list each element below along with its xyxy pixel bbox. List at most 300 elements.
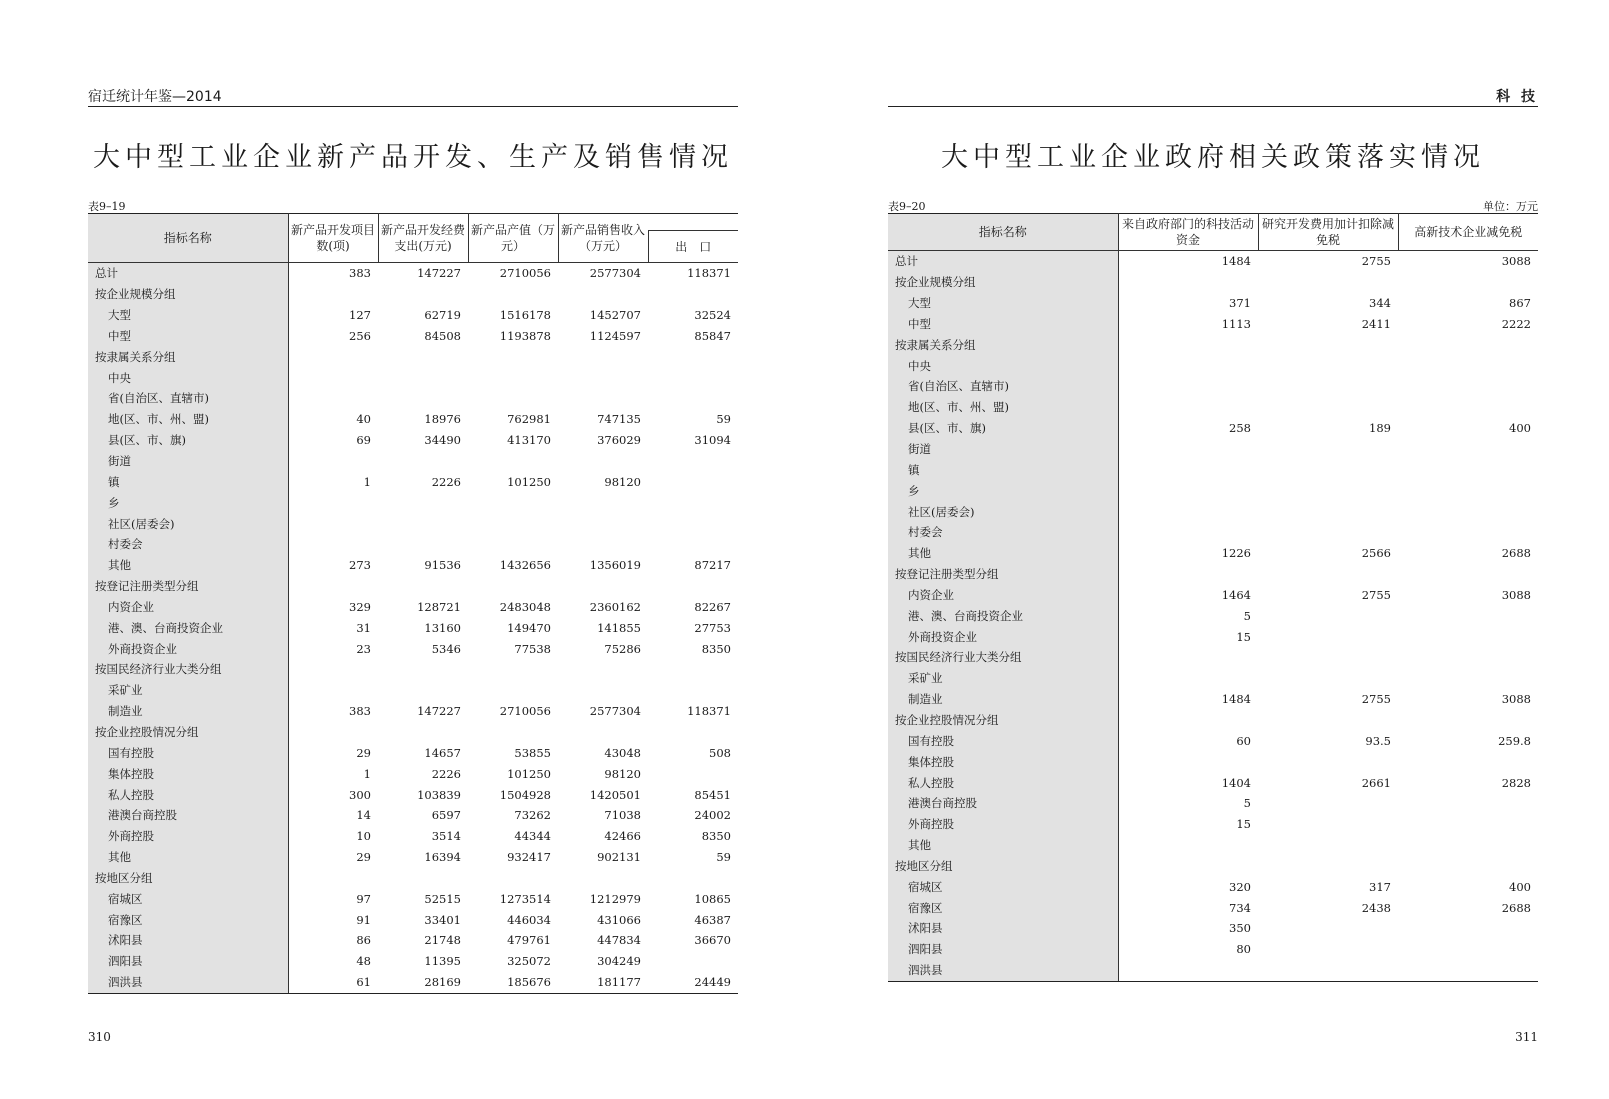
cell-value: 344 — [1369, 296, 1391, 311]
table-row — [888, 730, 1538, 751]
row-label: 中央 — [88, 367, 288, 388]
cell-value — [1398, 918, 1538, 939]
cell-value — [1398, 855, 1538, 876]
cell-value — [1398, 814, 1538, 835]
table-row — [88, 305, 738, 326]
table-row — [888, 543, 1538, 564]
cell-value: 84508 — [424, 328, 461, 343]
cell-value — [1118, 710, 1258, 731]
row-label: 村委会 — [88, 534, 288, 555]
table-row — [88, 430, 738, 451]
table-row — [88, 471, 738, 492]
cell-value — [1398, 939, 1538, 960]
cell-value: 304249 — [597, 954, 641, 969]
cell-value — [378, 346, 468, 367]
cell-value: 24449 — [648, 972, 738, 993]
cell-value: 91536 — [424, 558, 461, 573]
cell-value — [648, 284, 738, 305]
table-row — [888, 626, 1538, 647]
cell-value: 400 — [1509, 421, 1531, 436]
cell-value: 1484 — [1221, 254, 1251, 269]
cell-value: 46387 — [694, 912, 731, 927]
header-dev-expense: 新产品开发经费支出(万元) — [378, 214, 468, 263]
cell-value — [1398, 355, 1538, 376]
cell-value: 33401 — [424, 912, 461, 927]
row-label: 街道 — [88, 451, 288, 472]
cell-value — [558, 659, 648, 680]
cell-value: 28169 — [378, 972, 468, 993]
cell-value: 27753 — [694, 620, 731, 635]
row-label: 省(自治区、直辖市) — [888, 376, 1118, 397]
cell-value: 1504928 — [499, 787, 551, 802]
cell-value — [1398, 459, 1538, 480]
cell-value: 273 — [349, 558, 371, 573]
unit-label: 单位：万元 — [1483, 200, 1538, 213]
cell-value: 2222 — [1501, 316, 1531, 331]
row-label: 其他 — [888, 835, 1118, 856]
row-label: 社区(居委会) — [88, 513, 288, 534]
cell-value: 2360162 — [589, 599, 641, 614]
cell-value — [1258, 939, 1398, 960]
row-label: 其他 — [888, 543, 1118, 564]
table-row — [888, 939, 1538, 960]
cell-value: 85451 — [694, 787, 731, 802]
row-label: 总计 — [88, 263, 288, 284]
header-indicator-name: 指标名称 — [888, 214, 1118, 251]
cell-value: 31094 — [694, 433, 731, 448]
cell-value: 2577304 — [589, 266, 641, 281]
cell-value — [1258, 439, 1398, 460]
cell-value — [648, 534, 738, 555]
cell-value — [378, 513, 468, 534]
cell-value: 53855 — [514, 745, 551, 760]
cell-value — [378, 388, 468, 409]
table-row — [88, 722, 738, 743]
cell-value: 350 — [1229, 921, 1251, 936]
cell-value — [1258, 751, 1398, 772]
cell-value: 16394 — [424, 850, 461, 865]
row-label: 宿豫区 — [888, 897, 1118, 918]
row-label: 沭阳县 — [88, 930, 288, 951]
row-label: 内资企业 — [888, 585, 1118, 606]
cell-value — [1398, 626, 1538, 647]
row-label: 采矿业 — [888, 668, 1118, 689]
cell-value: 5346 — [431, 641, 461, 656]
row-label: 乡 — [88, 492, 288, 513]
header-gov-funds: 来自政府部门的科技活动资金 — [1118, 214, 1258, 251]
table-number: 表9–20 — [888, 200, 926, 213]
row-label: 泗阳县 — [888, 939, 1118, 960]
cell-value: 11395 — [424, 954, 461, 969]
table-row — [888, 251, 1538, 272]
cell-value — [558, 492, 648, 513]
cell-value: 2483048 — [499, 599, 551, 614]
right-page — [888, 0, 1538, 1099]
cell-value: 24002 — [694, 808, 731, 823]
cell-value: 189 — [1369, 421, 1391, 436]
cell-value — [558, 867, 648, 888]
running-head: 宿迁统计年鉴—2014 — [88, 86, 738, 107]
cell-value — [468, 492, 558, 513]
cell-value: 147227 — [417, 704, 461, 719]
table-row — [888, 668, 1538, 689]
cell-value — [1258, 480, 1398, 501]
left-page — [88, 0, 738, 1099]
table-row — [88, 326, 738, 347]
cell-value: 256 — [349, 328, 371, 343]
row-label: 按隶属关系分组 — [888, 334, 1118, 355]
row-label: 镇 — [88, 471, 288, 492]
cell-value: 2755 — [1361, 692, 1391, 707]
row-label: 泗洪县 — [88, 972, 288, 993]
cell-value — [1258, 459, 1398, 480]
page-number: 311 — [1515, 1030, 1538, 1044]
table-row — [888, 459, 1538, 480]
cell-value: 2828 — [1501, 775, 1531, 790]
table-row — [88, 805, 738, 826]
cell-value: 8350 — [701, 829, 731, 844]
cell-value — [1118, 647, 1258, 668]
table-row — [88, 346, 738, 367]
cell-value — [378, 451, 468, 472]
row-label: 大型 — [88, 305, 288, 326]
row-label: 按企业控股情况分组 — [88, 722, 288, 743]
cell-value — [1398, 647, 1538, 668]
cell-value — [1398, 376, 1538, 397]
cell-value: 329 — [349, 599, 371, 614]
cell-value — [468, 680, 558, 701]
row-label: 采矿业 — [88, 680, 288, 701]
cell-value — [288, 680, 378, 701]
cell-value: 1432656 — [499, 558, 551, 573]
cell-value: 3088 — [1501, 692, 1531, 707]
row-label: 按国民经济行业大类分组 — [88, 659, 288, 680]
cell-value — [1118, 835, 1258, 856]
table-row — [88, 972, 738, 993]
row-label: 外商控股 — [88, 826, 288, 847]
cell-value — [378, 576, 468, 597]
row-label: 国有控股 — [888, 730, 1118, 751]
cell-value — [558, 680, 648, 701]
cell-value — [1118, 751, 1258, 772]
cell-value: 762981 — [507, 412, 551, 427]
table-row — [888, 376, 1538, 397]
row-label: 宿豫区 — [88, 909, 288, 930]
cell-value — [1398, 480, 1538, 501]
cell-value: 15 — [1236, 629, 1251, 644]
cell-value: 149470 — [507, 620, 551, 635]
cell-value — [1258, 522, 1398, 543]
table-row — [888, 585, 1538, 606]
table-row — [888, 397, 1538, 418]
cell-value: 118371 — [687, 266, 731, 281]
row-label: 地(区、市、州、盟) — [88, 409, 288, 430]
table-row — [888, 897, 1538, 918]
table-row — [888, 772, 1538, 793]
cell-value — [468, 534, 558, 555]
cell-value: 1484 — [1221, 692, 1251, 707]
cell-value — [1118, 564, 1258, 585]
cell-value — [468, 388, 558, 409]
cell-value — [468, 659, 558, 680]
cell-value: 325072 — [507, 954, 551, 969]
cell-value: 400 — [1509, 879, 1531, 894]
cell-value — [1118, 522, 1258, 543]
table-row — [888, 272, 1538, 293]
table-title: 大中型工业企业新产品开发、生产及销售情况 — [93, 142, 733, 173]
table-row — [888, 647, 1538, 668]
cell-value: 118371 — [687, 704, 731, 719]
cell-value — [558, 576, 648, 597]
table-row — [888, 439, 1538, 460]
cell-value: 5 — [1243, 608, 1251, 623]
table-row — [888, 293, 1538, 314]
cell-value: 21748 — [424, 933, 461, 948]
cell-value: 867 — [1509, 296, 1531, 311]
cell-value: 5 — [1243, 796, 1251, 811]
cell-value — [1258, 793, 1398, 814]
cell-value: 2411 — [1361, 316, 1391, 331]
cell-value — [1398, 522, 1538, 543]
table-row — [888, 876, 1538, 897]
table-row — [888, 480, 1538, 501]
table-row — [888, 501, 1538, 522]
row-label: 集体控股 — [888, 751, 1118, 772]
cell-value — [378, 722, 468, 743]
table-row — [88, 701, 738, 722]
cell-value: 59 — [716, 412, 731, 427]
table-row — [88, 513, 738, 534]
table-row — [888, 918, 1538, 939]
cell-value: 10865 — [694, 891, 731, 906]
row-label: 中型 — [888, 314, 1118, 335]
cell-value — [288, 722, 378, 743]
cell-value — [558, 388, 648, 409]
cell-value — [1258, 647, 1398, 668]
table-row — [888, 418, 1538, 439]
cell-value: 413170 — [507, 433, 551, 448]
table-row — [888, 835, 1538, 856]
header-output-value: 新产品产值（万元） — [468, 214, 558, 263]
cell-value: 1212979 — [589, 891, 641, 906]
header-export: 出 口 — [648, 231, 738, 263]
cell-value — [1258, 918, 1398, 939]
row-label: 镇 — [888, 459, 1118, 480]
cell-value: 2577304 — [589, 704, 641, 719]
cell-value: 101250 — [507, 766, 551, 781]
cell-value: 2226 — [431, 766, 461, 781]
cell-value: 2438 — [1361, 900, 1391, 915]
cell-value: 2661 — [1361, 775, 1391, 790]
table-row — [888, 855, 1538, 876]
row-label: 私人控股 — [88, 784, 288, 805]
cell-value — [1118, 334, 1258, 355]
cell-value: 258 — [1229, 421, 1251, 436]
cell-value: 6597 — [431, 808, 461, 823]
cell-value — [648, 346, 738, 367]
cell-value — [468, 722, 558, 743]
cell-value: 60 — [1236, 733, 1251, 748]
row-label: 私人控股 — [888, 772, 1118, 793]
cell-value — [648, 951, 738, 972]
cell-value: 14 — [356, 808, 371, 823]
cell-value — [1258, 501, 1398, 522]
cell-value — [1398, 439, 1538, 460]
cell-value: 747135 — [597, 412, 641, 427]
cell-value: 1452707 — [589, 308, 641, 323]
cell-value: 2688 — [1501, 546, 1531, 561]
row-label: 宿城区 — [888, 876, 1118, 897]
table-row — [88, 930, 738, 951]
cell-value — [1258, 397, 1398, 418]
cell-value — [468, 346, 558, 367]
cell-value: 376029 — [597, 433, 641, 448]
cell-value: 29 — [356, 745, 371, 760]
cell-value: 259.8 — [1498, 733, 1531, 748]
cell-value: 32524 — [694, 308, 731, 323]
cell-value: 932417 — [507, 850, 551, 865]
cell-value: 36670 — [694, 933, 731, 948]
cell-value — [378, 284, 468, 305]
cell-value: 73262 — [514, 808, 551, 823]
cell-value: 383 — [349, 266, 371, 281]
cell-value: 91 — [356, 912, 371, 927]
row-label: 外商控股 — [888, 814, 1118, 835]
table-row — [88, 597, 738, 618]
cell-value — [1118, 480, 1258, 501]
row-label: 省(自治区、直辖市) — [88, 388, 288, 409]
cell-value: 431066 — [597, 912, 641, 927]
row-label: 大型 — [888, 293, 1118, 314]
table-row — [88, 534, 738, 555]
row-label: 外商投资企业 — [888, 626, 1118, 647]
cell-value: 29 — [356, 850, 371, 865]
row-label: 集体控股 — [88, 763, 288, 784]
cell-value: 1356019 — [589, 558, 641, 573]
cell-value: 2755 — [1361, 587, 1391, 602]
table-row — [88, 847, 738, 868]
cell-value: 141855 — [597, 620, 641, 635]
cell-value — [1258, 960, 1398, 981]
cell-value: 1404 — [1221, 775, 1251, 790]
cell-value: 77538 — [514, 641, 551, 656]
table-row — [88, 284, 738, 305]
cell-value — [1258, 376, 1398, 397]
cell-value — [1258, 626, 1398, 647]
row-label: 县(区、市、旗) — [88, 430, 288, 451]
row-label: 制造业 — [88, 701, 288, 722]
table-row — [88, 742, 738, 763]
cell-value: 508 — [709, 745, 731, 760]
cell-value — [378, 680, 468, 701]
cell-value — [378, 492, 468, 513]
row-label: 按地区分组 — [888, 855, 1118, 876]
table-row — [888, 751, 1538, 772]
cell-value: 1420501 — [589, 787, 641, 802]
table-row — [888, 564, 1538, 585]
cell-value: 1 — [363, 474, 371, 489]
row-label: 港澳台商控股 — [888, 793, 1118, 814]
row-label: 中型 — [88, 326, 288, 347]
cell-value — [558, 367, 648, 388]
cell-value: 23 — [356, 641, 371, 656]
row-label: 地(区、市、州、盟) — [888, 397, 1118, 418]
row-label: 宿城区 — [88, 888, 288, 909]
cell-value — [288, 284, 378, 305]
cell-value: 62719 — [424, 308, 461, 323]
cell-value — [1118, 855, 1258, 876]
policy-table — [888, 213, 1538, 982]
cell-value: 127 — [349, 308, 371, 323]
cell-value: 101250 — [507, 474, 551, 489]
cell-value: 1 — [363, 766, 371, 781]
cell-value: 69 — [356, 433, 371, 448]
cell-value — [1118, 960, 1258, 981]
row-label: 街道 — [888, 439, 1118, 460]
cell-value — [1258, 855, 1398, 876]
cell-value — [1398, 334, 1538, 355]
cell-value — [1258, 334, 1398, 355]
cell-value: 3514 — [431, 829, 461, 844]
cell-value: 1464 — [1221, 587, 1251, 602]
cell-value: 734 — [1229, 900, 1251, 915]
cell-value: 98120 — [604, 766, 641, 781]
header-sales-revenue: 新产品销售收入（万元） — [558, 214, 648, 263]
cell-value — [648, 763, 738, 784]
table-row — [888, 334, 1538, 355]
cell-value — [288, 867, 378, 888]
table-row — [88, 617, 738, 638]
cell-value: 1226 — [1221, 546, 1251, 561]
row-label: 按企业规模分组 — [88, 284, 288, 305]
cell-value: 181177 — [558, 972, 648, 993]
cell-value: 2755 — [1361, 254, 1391, 269]
cell-value: 147227 — [417, 266, 461, 281]
table-row — [88, 909, 738, 930]
cell-value — [1398, 501, 1538, 522]
running-head: 科 技 — [888, 86, 1538, 107]
cell-value: 93.5 — [1365, 733, 1391, 748]
header-indicator-name: 指标名称 — [88, 214, 288, 263]
row-label: 外商投资企业 — [88, 638, 288, 659]
cell-value: 43048 — [604, 745, 641, 760]
cell-value — [648, 388, 738, 409]
cell-value — [558, 346, 648, 367]
row-label: 制造业 — [888, 689, 1118, 710]
table-row — [888, 522, 1538, 543]
cell-value — [1258, 668, 1398, 689]
cell-value: 128721 — [417, 599, 461, 614]
cell-value — [1118, 355, 1258, 376]
cell-value — [1398, 397, 1538, 418]
cell-value: 2688 — [1501, 900, 1531, 915]
cell-value — [1118, 439, 1258, 460]
table-row — [88, 951, 738, 972]
cell-value: 447834 — [597, 933, 641, 948]
cell-value — [378, 534, 468, 555]
header-project-count: 新产品开发项目数(项) — [288, 214, 378, 263]
row-label: 港、澳、台商投资企业 — [88, 617, 288, 638]
cell-value — [1118, 272, 1258, 293]
cell-value: 3088 — [1501, 587, 1531, 602]
cell-value: 86 — [356, 933, 371, 948]
cell-value — [468, 576, 558, 597]
table-row — [88, 638, 738, 659]
cell-value: 317 — [1369, 879, 1391, 894]
row-label: 按国民经济行业大类分组 — [888, 647, 1118, 668]
row-label: 内资企业 — [88, 597, 288, 618]
cell-value — [468, 451, 558, 472]
